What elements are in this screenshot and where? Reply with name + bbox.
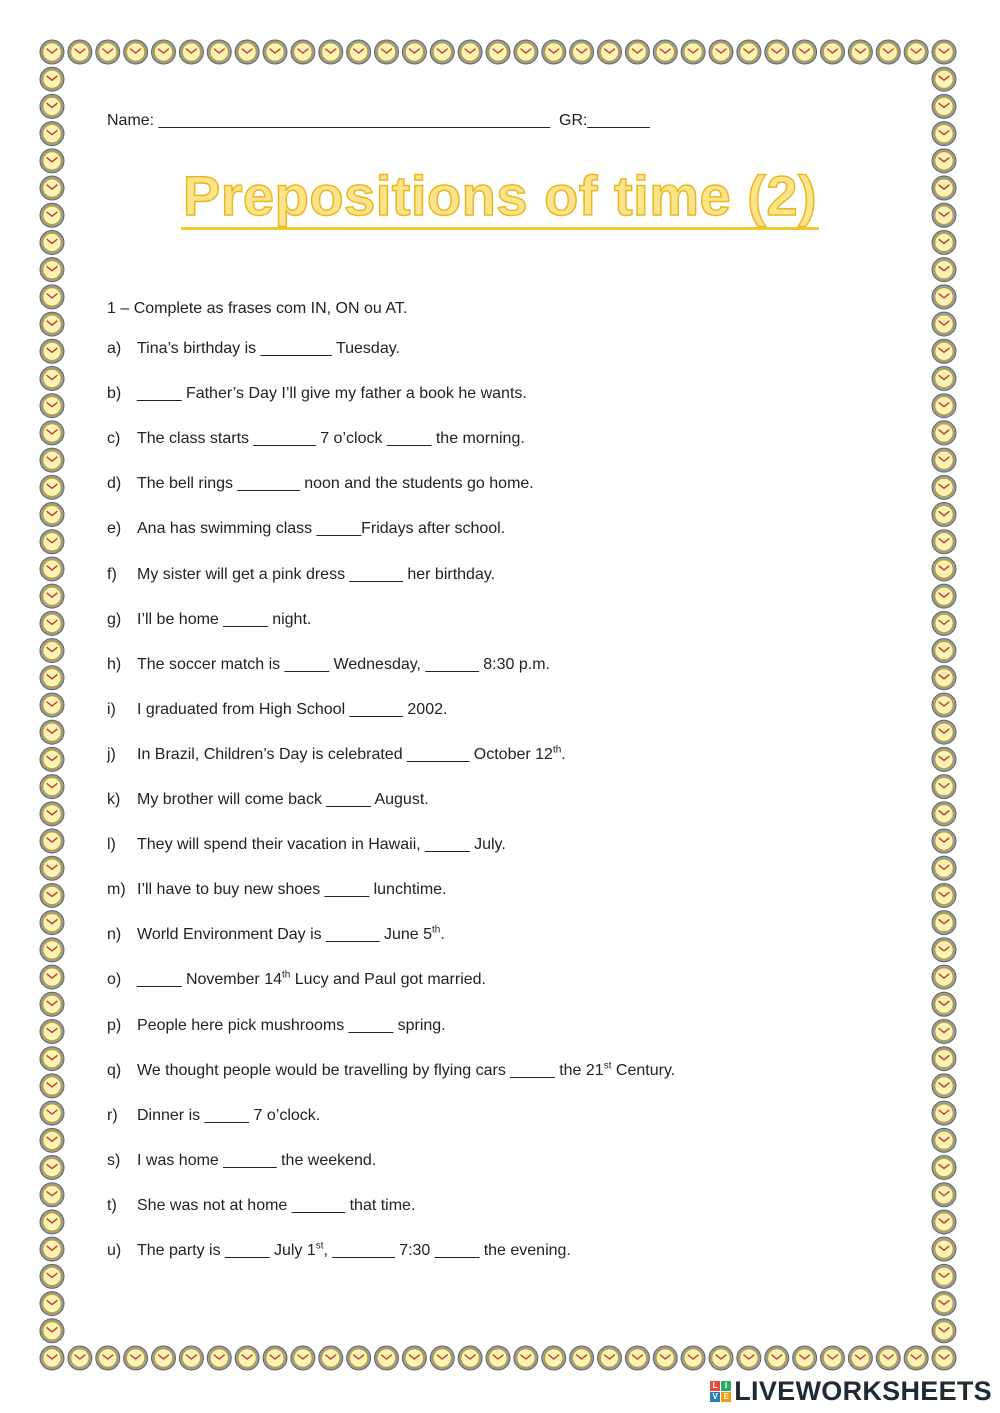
clock-icon [932,1237,956,1261]
exercise-item [107,971,486,989]
item-text: Ana has swimming class _____Fridays after school. [137,520,506,537]
item-letter: p) [107,1017,122,1034]
exercise-item [107,430,525,448]
clock-icon [932,1128,956,1152]
clock-icon [375,40,399,64]
clock-icon [932,775,956,799]
clock-icon [765,1346,789,1370]
clock-icon [932,1264,956,1288]
clock-icon [932,992,956,1016]
exercise-item [107,340,400,358]
item-letter: f) [107,566,117,583]
clock-icon [932,339,956,363]
item-text: Tina’s birthday is ________ Tuesday. [137,340,400,357]
clock-icon [625,1346,649,1370]
clock-icon [932,611,956,635]
clock-icon [932,693,956,717]
clock-icon [68,40,92,64]
clock-icon [932,1020,956,1044]
clock-icon [932,747,956,771]
clock-icon [40,1237,64,1261]
clock-icon [932,285,956,309]
clock-icon [932,503,956,527]
item-text: The bell rings _______ noon and the students go home. [137,475,534,492]
clock-icon [319,1346,343,1370]
clock-icon [291,40,315,64]
clock-icon [40,965,64,989]
clock-icon [458,40,482,64]
logo-text: LIVEWORKSHEETS [734,1376,992,1406]
item-letter: e) [107,520,122,537]
clock-icon [486,40,510,64]
exercise-item [107,701,447,719]
clock-icon [821,40,845,64]
item-text: My sister will get a pink dress ______ her birthday. [137,566,496,583]
clock-icon [40,557,64,581]
clock-icon [932,367,956,391]
clock-icon [235,40,259,64]
clock-icon [681,40,705,64]
clock-icon [570,40,594,64]
clock-icon [709,40,733,64]
item-letter: t) [107,1197,117,1214]
clock-icon [514,40,538,64]
clock-icon [598,40,622,64]
clock-icon [263,1346,287,1370]
clock-icon [375,1346,399,1370]
clock-icon [347,1346,371,1370]
item-superscript: st [603,1060,612,1072]
item-text: Dinner is _____ 7 o’clock. [137,1107,321,1124]
clock-icon [40,40,64,64]
exercise-item [107,656,550,674]
clock-icon [96,1346,120,1370]
clock-icon [932,122,956,146]
item-letter: n) [107,926,122,943]
item-text: _____ November 14 [137,971,282,988]
exercise-item [107,520,505,538]
clock-icon [179,40,203,64]
clock-icon [737,1346,761,1370]
item-superscript: th [281,969,291,981]
clock-icon [347,40,371,64]
exercise-instruction: 1 – Complete as frases com IN, ON ou AT. [107,300,408,317]
clock-icon [40,1156,64,1180]
exercise-item [107,1062,675,1080]
item-text: People here pick mushrooms _____ spring. [137,1017,446,1034]
clock-icon [179,1346,203,1370]
clock-icon [653,1346,677,1370]
clock-icon [932,448,956,472]
item-letter: l) [107,836,116,853]
clock-icon [40,94,64,118]
clock-icon [932,67,956,91]
item-text: My brother will come back _____ August. [137,791,429,808]
item-letter: i) [107,701,116,718]
exercise-item [107,1152,376,1170]
item-text: I’ll be home _____ night. [137,611,312,628]
clock-icon [263,40,287,64]
clock-icon [514,1346,538,1370]
exercise-item [107,475,534,493]
clock-icon [152,40,176,64]
liveworksheets-logo [710,1376,992,1407]
clock-icon [40,1074,64,1098]
clock-icon [40,1020,64,1044]
exercise-item [107,611,311,629]
clock-icon [904,40,928,64]
item-text: I was home ______ the weekend. [137,1152,377,1169]
clock-icon [681,1346,705,1370]
clock-icon [40,802,64,826]
exercise-item [107,926,445,944]
logo-badge-icon [710,1381,731,1402]
clock-icon [40,775,64,799]
clock-icon [40,611,64,635]
clock-icon [932,1319,956,1343]
clock-icon [40,856,64,880]
clock-icon [40,367,64,391]
item-text-after: . [561,746,566,763]
exercise-item [107,566,495,584]
clock-icon [40,122,64,146]
item-text-after: Century. [611,1062,676,1079]
exercise-item [107,881,447,899]
title-text: Prepositions of time (2) [181,164,819,230]
clock-icon [932,475,956,499]
item-letter: d) [107,475,122,492]
clock-icon [40,503,64,527]
item-text: They will spend their vacation in Hawaii, _____ July. [137,836,506,853]
clock-icon [876,40,900,64]
clock-icon [207,40,231,64]
clock-icon [932,883,956,907]
item-text: I’ll have to buy new shoes _____ lunchtime. [137,881,447,898]
clock-icon [932,1101,956,1125]
badge-letter: I [721,1381,731,1391]
clock-icon [40,530,64,554]
clock-icon [932,1292,956,1316]
clock-icon [40,584,64,608]
clock-icon [40,339,64,363]
clock-icon [932,720,956,744]
worksheet-title [0,163,1000,228]
clock-icon [932,911,956,935]
exercise-item [107,1017,446,1035]
item-letter: q) [107,1062,122,1079]
clock-icon [207,1346,231,1370]
clock-icon [570,1346,594,1370]
clock-icon [40,1346,64,1370]
clock-icon [932,312,956,336]
clock-icon [542,40,566,64]
exercise-item [107,1197,415,1215]
clock-icon [40,639,64,663]
clock-icon [40,747,64,771]
item-letter: b) [107,385,122,402]
clock-icon [932,530,956,554]
exercise-item [107,746,566,764]
exercise-item [107,385,527,403]
item-letter: a) [107,340,122,357]
clock-icon [793,40,817,64]
clock-icon [124,1346,148,1370]
exercise-item [107,836,506,854]
exercise-item [107,791,429,809]
item-text: The class starts _______ 7 o’clock _____ the morning. [137,430,525,447]
clock-icon [932,230,956,254]
item-letter: k) [107,791,121,808]
clock-icon [40,693,64,717]
item-text-after: . [440,926,445,943]
exercise-item [107,1242,571,1260]
item-letter: s) [107,1152,121,1169]
clock-icon [40,1210,64,1234]
clock-icon [40,1292,64,1316]
badge-letter: V [710,1392,720,1402]
clock-icon [40,720,64,744]
clock-icon [765,40,789,64]
item-text: The party is _____ July 1 [137,1242,316,1259]
clock-icon [40,1183,64,1207]
item-text: The soccer match is _____ Wednesday, ______ 8:30 p.m. [137,656,550,673]
item-text: I graduated from High School ______ 2002. [137,701,448,718]
clock-icon [932,40,956,64]
item-letter: h) [107,656,122,673]
clock-icon [402,40,426,64]
item-letter: c) [107,430,121,447]
clock-icon [598,1346,622,1370]
clock-icon [40,1319,64,1343]
clock-icon [932,258,956,282]
item-superscript: th [552,744,562,756]
badge-letter: E [721,1392,731,1402]
clock-icon [402,1346,426,1370]
item-letter: r) [107,1107,118,1124]
clock-icon [40,1101,64,1125]
clock-icon [486,1346,510,1370]
clock-icon [932,557,956,581]
item-text: We thought people would be travelling by flying cars _____ the 21 [137,1062,604,1079]
clock-icon [932,1047,956,1071]
clock-icon [235,1346,259,1370]
clock-icon [793,1346,817,1370]
clock-icon [40,911,64,935]
clock-icon [40,230,64,254]
item-text: In Brazil, Children’s Day is celebrated _______ October 12 [137,746,553,763]
clock-icon [932,94,956,118]
item-text: She was not at home ______ that time. [137,1197,416,1214]
clock-icon [932,1183,956,1207]
clock-icon [40,421,64,445]
clock-icon [932,584,956,608]
clock-icon [821,1346,845,1370]
clock-icon [932,1210,956,1234]
item-letter: g) [107,611,122,628]
clock-icon [319,40,343,64]
clock-icon [932,1074,956,1098]
clock-icon [430,40,454,64]
clock-icon [709,1346,733,1370]
name-grade-line: Name: ____________________________________________ GR:_______ [107,112,650,129]
clock-icon [932,639,956,663]
clock-icon [40,938,64,962]
clock-icon [40,448,64,472]
clock-icon [40,258,64,282]
badge-letter: L [710,1381,720,1391]
clock-icon [40,829,64,853]
clock-icon [848,1346,872,1370]
clock-icon [96,40,120,64]
clock-icon [932,1346,956,1370]
clock-icon [40,1128,64,1152]
clock-icon [40,394,64,418]
clock-icon [932,938,956,962]
clock-icon [653,40,677,64]
item-letter: u) [107,1242,122,1259]
item-text-after: , _______ 7:30 _____ the evening. [323,1242,571,1259]
clock-icon [40,666,64,690]
exercise-item [107,1107,320,1125]
item-letter: m) [107,881,126,898]
clock-icon [68,1346,92,1370]
clock-icon [932,856,956,880]
clock-icon [876,1346,900,1370]
clock-icon [124,40,148,64]
clock-icon [932,1156,956,1180]
clock-icon [904,1346,928,1370]
clock-icon [625,40,649,64]
clock-icon [40,1264,64,1288]
clock-icon [737,40,761,64]
clock-icon [458,1346,482,1370]
item-text: World Environment Day is ______ June 5 [137,926,432,943]
clock-icon [40,285,64,309]
clock-icon [430,1346,454,1370]
clock-icon [152,1346,176,1370]
clock-icon [932,965,956,989]
clock-icon [932,802,956,826]
item-letter: j) [107,746,116,763]
clock-icon [932,829,956,853]
clock-icon [848,40,872,64]
item-superscript: st [315,1240,324,1252]
clock-icon [932,666,956,690]
clock-icon [40,1047,64,1071]
item-text: _____ Father’s Day I’ll give my father a book he wants. [137,385,527,402]
clock-icon [40,992,64,1016]
item-letter: o) [107,971,122,988]
item-superscript: th [431,924,441,936]
clock-icon [40,883,64,907]
clock-icon [932,421,956,445]
clock-icon [40,312,64,336]
clock-icon [40,475,64,499]
item-text-after: Lucy and Paul got married. [290,971,486,988]
clock-icon [542,1346,566,1370]
clock-icon [291,1346,315,1370]
clock-icon [932,394,956,418]
clock-icon [40,67,64,91]
